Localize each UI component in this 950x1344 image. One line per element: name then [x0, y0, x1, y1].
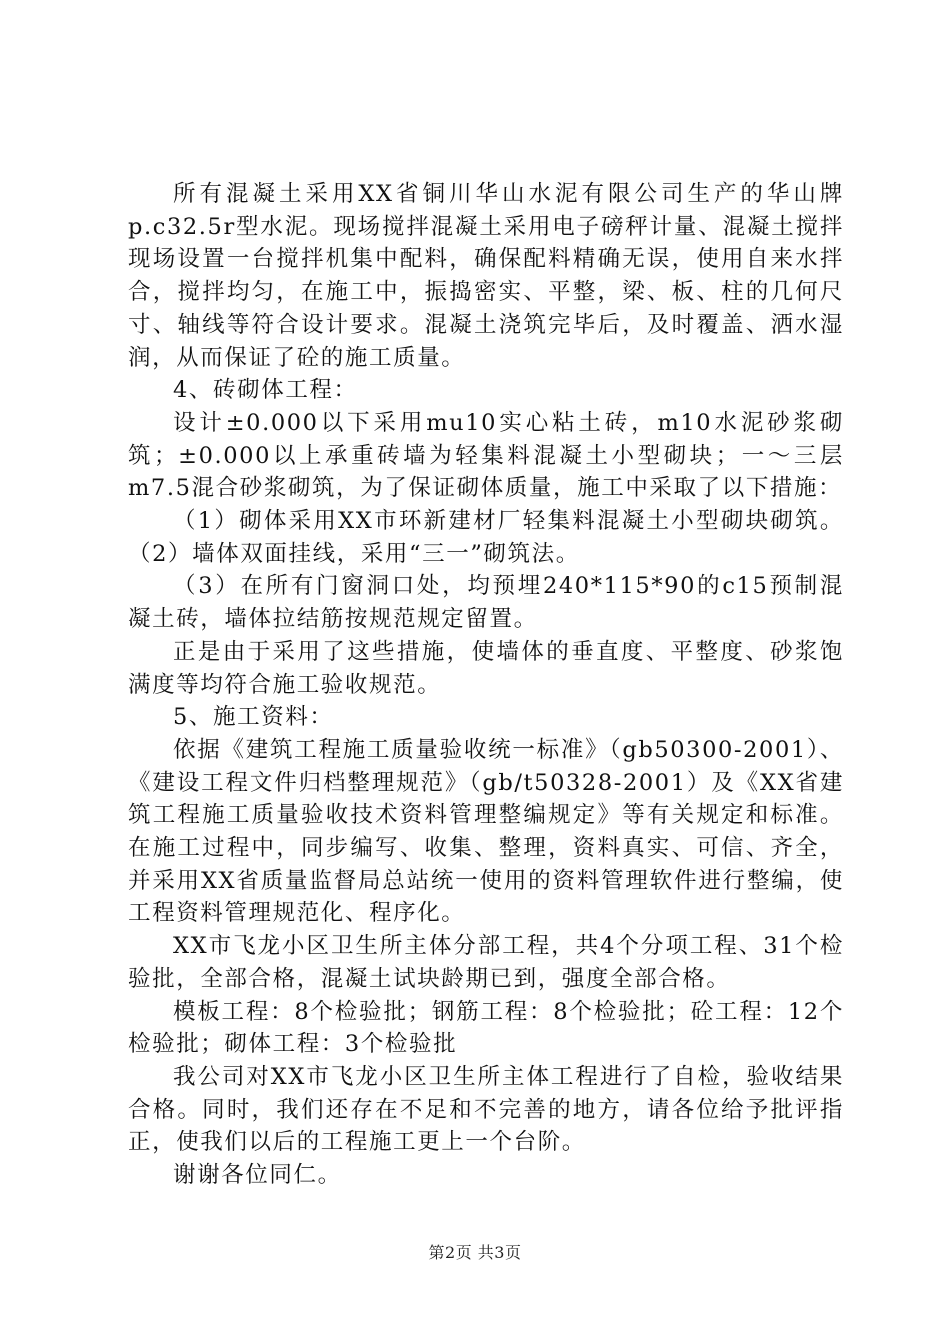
paragraph-inspection-lots: 模板工程：8个检验批；钢筋工程：8个检验批；砼工程：12个检验批；砌体工程：3个检验批 — [128, 998, 844, 1058]
section-heading-documents: 5、施工资料： — [173, 704, 334, 731]
paragraph-masonry-measure-1-2: （1）砌体采用XX市环新建材厂轻集料混凝土小型砌块砌筑。（2）墙体双面挂线，采用“三一”砌筑法。 — [128, 508, 844, 567]
document-body — [128, 178, 844, 1192]
paragraph-masonry-measure-3: （3）在所有门窗洞口处，均预埋240*115*90的c15预制混凝土砖，墙体拉结筋按规范规定留置。 — [128, 573, 844, 633]
section-heading-masonry: 4、砖砌体工程： — [173, 377, 358, 404]
paragraph-thanks: 谢谢各位同仁。 — [173, 1162, 342, 1189]
paragraph-masonry-design: 设计±0.000以下采用mu10实心粘土砖，m10水泥砂浆砌筑；±0.000以上承重砖墙为轻集料混凝土小型砌块；一～三层m7.5混合砂浆砌筑，为了保证砌体质量，施工中采取了以下措施： — [128, 409, 844, 502]
paragraph-concrete: 所有混凝土采用XX省铜川华山水泥有限公司生产的华山牌p.c32.5r型水泥。现场搅拌混凝土采用电子磅秤计量、混凝土搅拌现场设置一台搅拌机集中配料，确保配料精确无误，使用自来水拌合，搅拌均匀，在施工中，振捣密实、平整，梁、板、柱的几何尺寸、轴线等符合设计要求。混凝土浇筑完毕后，及时覆盖、洒水湿润，从而保证了砼的施工质量。 — [128, 181, 844, 371]
page-number-footer: 第2页 共3页 — [428, 1243, 522, 1262]
paragraph-project-summary: XX市飞龙小区卫生所主体分部工程，共4个分项工程、31个检验批，全部合格，混凝土试块龄期已到，强度全部合格。 — [128, 933, 844, 992]
paragraph-documents-basis: 依据《建筑工程施工质量验收统一标准》（gb50300-2001）、《建设工程文件归档整理规范》（gb/t50328-2001）及《XX省建筑工程施工质量验收技术资料管理整编规定》等有关规定和标准。在施工过程中，同步编写、收集、整理，资料真实、可信、齐全，并采用XX省质量监督局总站统一使用的资料管理软件进行整编，使工程资料管理规范化、程序化。 — [128, 736, 844, 927]
paragraph-self-inspection: 我公司对XX市飞龙小区卫生所主体工程进行了自检，验收结果合格。同时，我们还存在不足和不完善的地方，请各位给予批评指正，使我们以后的工程施工更上一个台阶。 — [128, 1063, 844, 1156]
paragraph-masonry-result: 正是由于采用了这些措施，使墙体的垂直度、平整度、砂浆饱满度等均符合施工验收规范。 — [128, 638, 844, 698]
